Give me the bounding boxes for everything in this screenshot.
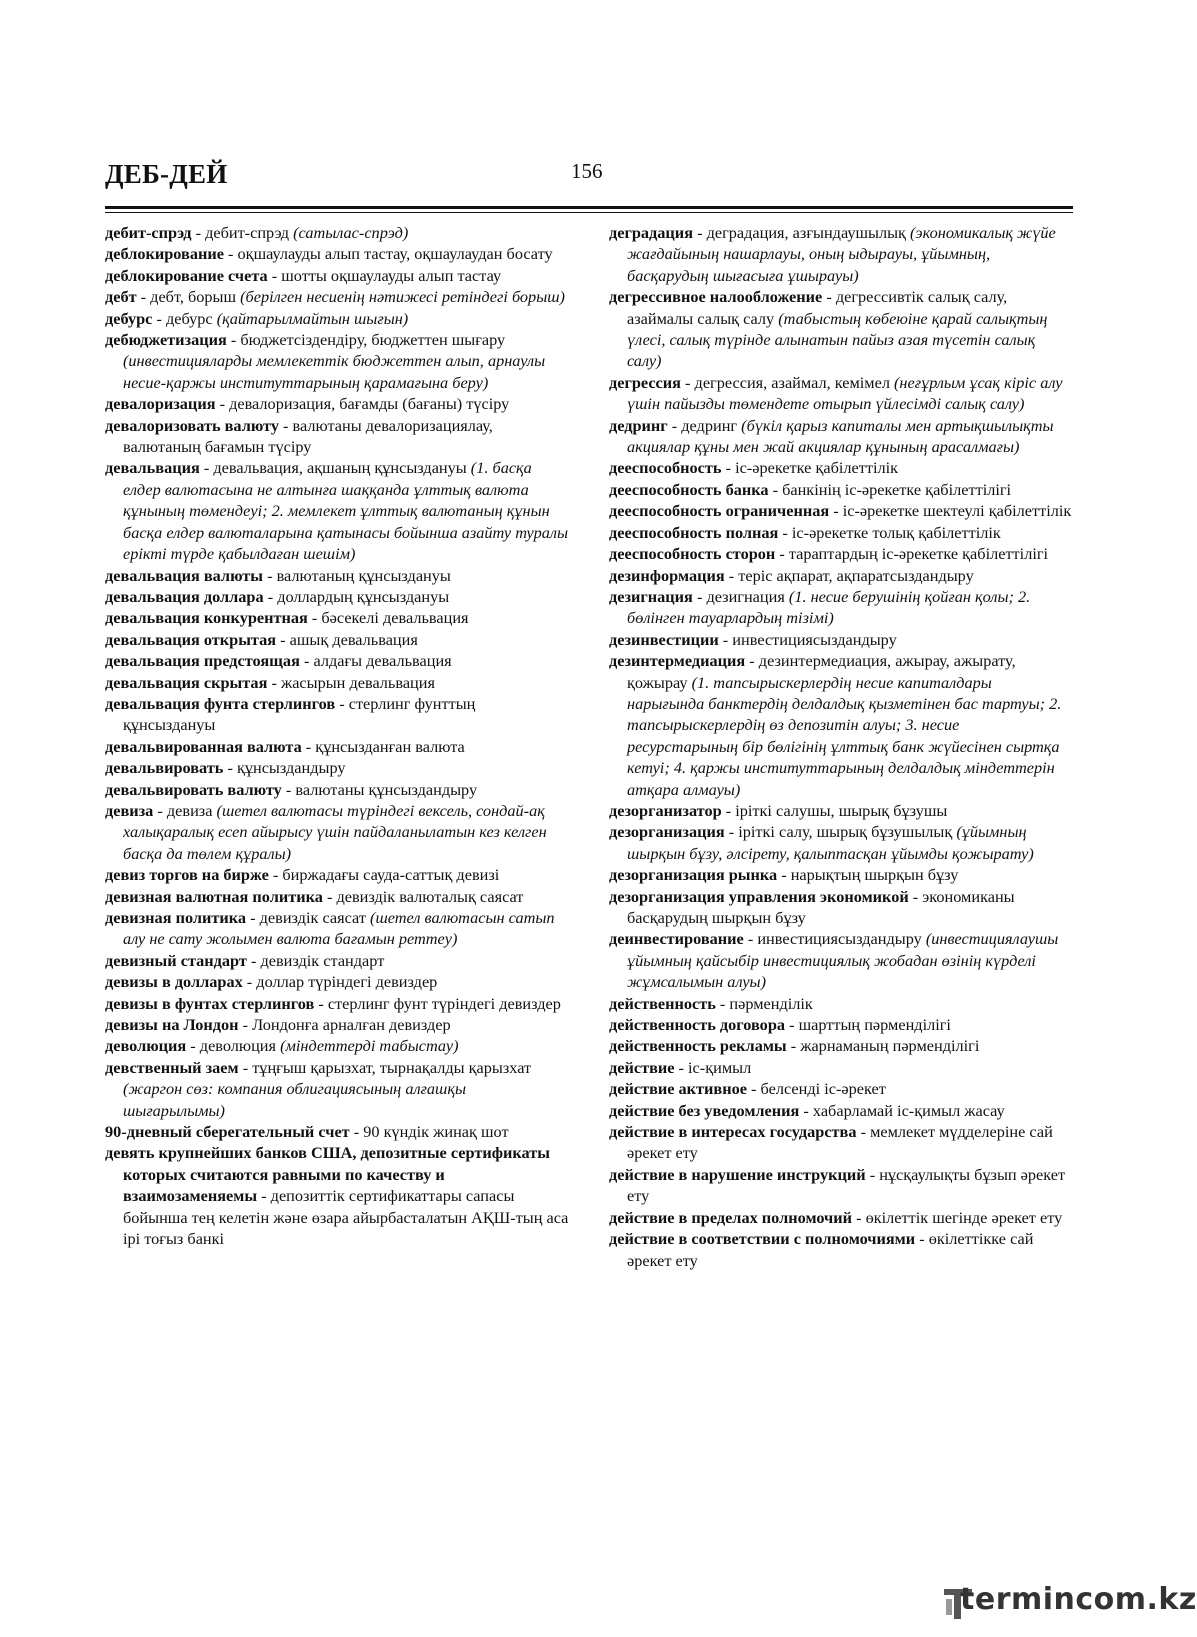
entry-separator: - <box>856 1122 871 1142</box>
entry-definition: өкілеттікке сай әрекет ету <box>627 1229 1034 1270</box>
entry-separator: - <box>745 651 759 671</box>
entry-term: действенность <box>609 993 716 1013</box>
dictionary-entry <box>105 1057 571 1121</box>
dictionary-entry <box>609 372 1073 415</box>
entry-definition: шарттың пәрменділігі <box>798 1015 951 1035</box>
entry-term: дедринг <box>609 415 668 435</box>
entry-separator: - <box>786 1036 801 1056</box>
entry-separator: - <box>223 758 237 778</box>
entry-definition: инвестициясыздандыру <box>757 929 926 949</box>
dictionary-entry <box>609 479 1073 500</box>
entry-separator: - <box>299 651 314 671</box>
entry-definition: тұңғыш қарызхат, тырнақалды қарызхат <box>252 1057 532 1077</box>
entry-separator: - <box>307 608 322 628</box>
entry-definition: доллар түріндегі девиздер <box>256 972 438 992</box>
dictionary-entry <box>609 864 1073 885</box>
entry-term: девственный заем <box>105 1057 239 1077</box>
entry-separator: - <box>768 479 783 499</box>
dictionary-entry <box>609 1014 1073 1035</box>
entry-term: дееспособность сторон <box>609 544 776 564</box>
entry-separator: - <box>215 394 230 414</box>
entry-definition: дебт, борыш <box>150 287 241 307</box>
entry-term: девальвация скрытая <box>105 672 268 692</box>
entry-term: девять крупнейших банков США, депозитные сертификаты которых считаются равными по качеству и взаимозаменяемы <box>105 1143 550 1206</box>
entry-definition: дебит-спрэд <box>205 223 294 242</box>
dictionary-entry <box>105 864 571 885</box>
entry-term: дееспособность банка <box>609 479 769 499</box>
dictionary-entry <box>609 500 1073 521</box>
entry-definition: девалоризация, бағамды (бағаны) түсіру <box>229 394 510 414</box>
dictionary-entry <box>609 629 1073 650</box>
entry-term: деблокирование счета <box>105 265 268 285</box>
entry-term: действенность договора <box>609 1015 786 1035</box>
dictionary-entry <box>609 650 1073 800</box>
entry-note: (неғұрлым ұсақ кіріс алу үшін пайызды төмендете отырып үйлесімді салық салу) <box>627 372 1063 414</box>
entry-note: (бүкіл қарыз капиталы мен артықшылықты акциялар құны мен жай акциялар құнының арасалмағы) <box>627 415 1054 457</box>
entry-term: действие <box>609 1057 675 1077</box>
entry-definition: дегрессивтік салық салу, азаймалы салық салу <box>627 287 1008 328</box>
running-head: ДЕБ-ДЕЙ <box>105 159 228 189</box>
entry-term: дезорганизация рынка <box>609 865 778 885</box>
dictionary-entry <box>609 928 1073 992</box>
right-column <box>609 222 1073 1271</box>
entry-separator: - <box>746 1079 761 1099</box>
entry-term: действие в соответствии с полномочиями <box>609 1229 916 1249</box>
dictionary-entry <box>609 1121 1073 1164</box>
logo-text: termincom.kz <box>960 1582 1197 1617</box>
entry-separator: - <box>267 672 281 692</box>
entry-separator: - <box>852 1207 866 1227</box>
entry-note: (1. тапсырыскерлердің несие капиталдары нарығында банктердің делдалдық қызметінен бас тартуы; 2. тапсырыскерлердің өз депозитін алуы; 3. несие ресурстарының бір бөлігінің ұлттық банк жүйесінен сыртқа кетуі; 4. қаржы институттарының делдалдық міндеттерін атқара алмауы) <box>627 672 1062 799</box>
entry-term: дееспособность ограниченная <box>609 501 830 521</box>
entry-separator: - <box>693 223 707 242</box>
entry-note: (инвестицияларды мемлекеттік бюджеттен алып, арнаулы несие-қаржы институттарының қарамағына беру) <box>123 351 546 392</box>
entry-term: действенность рекламы <box>609 1036 787 1056</box>
entry-term: девальвация доллара <box>105 586 264 606</box>
entry-definition: іріткі салу, шырық бұзушылық <box>738 822 957 842</box>
dictionary-entry <box>609 565 1073 586</box>
entry-definition: іс-әрекетке шектеулі қабілеттілік <box>842 501 1072 521</box>
entry-separator: - <box>238 1057 253 1077</box>
entry-definition: девальвация, ақшаның құнсыздануы <box>213 458 471 478</box>
entry-term: 90-дневный сберегательный счет <box>105 1122 350 1142</box>
entry-term: девизы в долларах <box>105 972 243 992</box>
dictionary-entry <box>105 457 571 564</box>
entry-term: дезигнация <box>609 586 693 606</box>
entry-definition: стерлинг фунт түріндегі девиздер <box>327 993 561 1013</box>
entry-note: (шетел валютасын сатып алу не сату жолымен валюта бағамын реттеу) <box>123 908 555 949</box>
entry-term: девальвированная валюта <box>105 736 302 756</box>
entry-term: девиза <box>105 800 154 820</box>
dictionary-entry <box>105 779 571 800</box>
entry-term: девальвировать валюту <box>105 779 282 799</box>
entry-separator: - <box>775 544 789 564</box>
entry-definition: жасырын девальвация <box>280 672 435 692</box>
entry-definition: іс-қимыл <box>688 1057 752 1077</box>
entry-definition: валютаны құнсыздандыру <box>295 779 478 799</box>
dictionary-entry <box>105 736 571 757</box>
entry-separator: - <box>257 1186 271 1206</box>
entry-note: (қайтарылмайтын шығын) <box>216 308 409 328</box>
entry-separator: - <box>829 501 843 521</box>
entry-definition: іс-әрекетке қабілеттілік <box>735 458 899 478</box>
entry-term: девальвировать <box>105 758 224 778</box>
entry-separator: - <box>153 800 167 820</box>
entry-term: деволюция <box>105 1036 187 1056</box>
dictionary-entry <box>105 672 571 693</box>
entry-separator: - <box>915 1229 929 1249</box>
dictionary-entry <box>105 886 571 907</box>
entry-definition: дезигнация <box>706 586 789 606</box>
entry-separator: - <box>199 458 214 478</box>
entry-definition: алдағы девальвация <box>313 651 452 671</box>
page-header <box>105 155 1073 203</box>
entry-separator: - <box>314 993 328 1013</box>
entry-separator: - <box>777 865 791 885</box>
dictionary-entry <box>609 800 1073 821</box>
entry-term: девизная политика <box>105 908 247 927</box>
entry-term: девальвация валюты <box>105 565 264 585</box>
entry-term: дебурс <box>105 308 153 328</box>
entry-separator: - <box>822 287 836 307</box>
entry-definition: дедринг <box>681 415 742 435</box>
entry-separator: - <box>191 223 206 242</box>
entry-definition: теріс ақпарат, ақпаратсыздандыру <box>738 565 974 585</box>
entry-note: (табыстың көбеюіне қарай салықтың үлесі, салық түрінде алынатын пайыз азая түсетін салық салу) <box>627 308 1048 371</box>
entry-term: дееспособность <box>609 458 722 478</box>
dictionary-entry <box>609 1228 1073 1271</box>
entry-note: (жаргон сөз: компания облигациясының алғашқы шығарылымы) <box>123 1079 466 1120</box>
entry-definition: шотты оқшаулауды алып тастау <box>281 265 502 285</box>
page-number: 156 <box>571 159 603 183</box>
entry-term: дегрессия <box>609 372 681 392</box>
entry-definition: валютаның құнсыздануы <box>276 565 451 585</box>
entry-definition: девиздік саясат <box>259 908 371 927</box>
dictionary-entry <box>609 543 1073 564</box>
entry-definition: нарықтың шырқын бұзу <box>790 865 959 885</box>
dictionary-entry <box>609 415 1073 458</box>
entry-separator: - <box>242 972 257 992</box>
dictionary-entry <box>609 821 1073 864</box>
entry-note: (1. басқа елдер валютасына не алтынға шаққанда ұлттық валюта құнының төмендеуі; 2. мемлекет ұлттық валютаның құнын басқа елдер валюталарына қатынасы бойынша азайту туралы ерікті түрде қабылдаған шешім) <box>123 458 568 564</box>
entry-separator: - <box>152 308 166 328</box>
entry-term: деинвестирование <box>609 929 744 949</box>
dictionary-entry <box>105 650 571 671</box>
entry-definition: банкінің іс-әрекетке қабілеттілігі <box>782 479 1012 499</box>
entry-separator: - <box>865 1164 880 1184</box>
dictionary-entry <box>609 586 1073 629</box>
dictionary-entry <box>105 971 571 992</box>
entry-term: действие без уведомления <box>609 1100 800 1120</box>
entry-definition: стерлинг фунттың құнсыздануы <box>123 693 476 735</box>
entry-term: девальвация предстоящая <box>105 651 300 671</box>
entry-separator: - <box>263 586 278 606</box>
dictionary-entry <box>105 607 571 628</box>
entry-definition: 90 күндік жинақ шот <box>363 1122 509 1142</box>
entry-term: дегрессивное налообложение <box>609 287 823 307</box>
entry-separator: - <box>724 822 739 842</box>
entry-separator: - <box>278 415 293 435</box>
entry-definition: мемлекет мүдделеріне сай әрекет ету <box>627 1122 1053 1163</box>
entry-term: действие активное <box>609 1079 747 1099</box>
entry-note: (экономикалық жүйе жағдайының нашарлауы, оның ыдырауы, ұйымның, басқарудың шығасыға ұшырауы) <box>627 223 1056 285</box>
entry-term: девальвация <box>105 458 200 478</box>
dictionary-entry <box>105 993 571 1014</box>
entry-term: дебт <box>105 287 137 307</box>
entry-definition: Лондонға арналған девиздер <box>252 1015 451 1035</box>
entry-term: дезинвестиции <box>609 629 719 649</box>
entry-term: девальвация конкурентная <box>105 608 308 628</box>
entry-term: девизный стандарт <box>105 950 247 970</box>
dictionary-entry <box>609 1035 1073 1056</box>
dictionary-entry <box>609 1207 1073 1228</box>
dictionary-entry <box>105 415 571 458</box>
dictionary-entry <box>609 1164 1073 1207</box>
entry-separator: - <box>692 586 707 606</box>
entry-definition: белсенді іс-әрекет <box>760 1079 886 1099</box>
entry-definition: инвестициясыздандыру <box>732 629 897 649</box>
entry-definition: дезинтермедиация, ажырау, ажырату, қожырау <box>627 651 1016 692</box>
entry-separator: - <box>226 330 241 350</box>
header-rule-thin <box>105 212 1073 213</box>
dictionary-entry <box>609 993 1073 1014</box>
entry-definition: іріткі салушы, шырық бұзушы <box>735 800 948 820</box>
entry-definition: өкілеттік шегінде әрекет ету <box>865 1207 1063 1227</box>
entry-definition: экономиканы басқарудың шырқын бұзу <box>627 886 1015 927</box>
entry-term: дезорганизация управления экономикой <box>609 886 909 906</box>
dictionary-entry <box>105 800 571 864</box>
dictionary-entry <box>105 586 571 607</box>
dictionary-entry <box>105 757 571 778</box>
entry-separator: - <box>785 1015 799 1035</box>
entry-separator: - <box>724 565 739 585</box>
entry-note: (ұйымның шырқын бұзу, әлсірету, қалыптасқан ұйымды қожырату) <box>627 822 1034 863</box>
entry-definition: хабарламай іс-қимыл жасау <box>812 1100 1005 1120</box>
entry-definition: тараптардың іс-әрекетке қабілеттілігі <box>788 544 1049 564</box>
entry-separator: - <box>743 929 758 949</box>
entry-separator: - <box>349 1122 364 1142</box>
entry-note: (1. несие берушінің қойған қолы; 2. бөлінген тауарлардың тізімі) <box>627 586 1031 628</box>
dictionary-entry <box>609 457 1073 478</box>
dictionary-entry <box>105 308 571 329</box>
entry-separator: - <box>674 1057 689 1077</box>
dictionary-entry <box>105 393 571 414</box>
entry-term: дееспособность полная <box>609 522 779 542</box>
entry-separator: - <box>680 372 695 392</box>
entry-separator: - <box>715 993 730 1013</box>
entry-definition: оқшаулауды алып тастау, оқшаулаудан босату <box>237 244 553 264</box>
entry-separator: - <box>281 779 296 799</box>
dictionary-entry <box>105 286 571 307</box>
entry-term: дезинтермедиация <box>609 651 746 671</box>
entry-separator: - <box>246 950 261 970</box>
entry-term: девалоризовать валюту <box>105 415 279 435</box>
entry-note: (міндеттерді табыстау) <box>280 1036 459 1056</box>
dictionary-entry <box>105 243 571 264</box>
entry-definition: іс-әрекетке толық қабілеттілік <box>791 522 1001 542</box>
entry-definition: құнсызданған валюта <box>315 736 465 756</box>
entry-separator: - <box>778 522 792 542</box>
dictionary-entry <box>609 222 1073 286</box>
entry-separator: - <box>301 736 316 756</box>
entry-term: девизная валютная политика <box>105 886 323 906</box>
entry-definition: дегрессия, азаймал, кемімел <box>694 372 895 392</box>
entry-separator: - <box>276 629 290 649</box>
dictionary-entry <box>105 329 571 393</box>
entry-term: деблокирование <box>105 244 224 264</box>
entry-term: дезорганизатор <box>609 800 722 820</box>
entry-definition: девиздік валюталық саясат <box>336 886 524 906</box>
entry-term: действие в пределах полномочий <box>609 1207 852 1227</box>
entry-separator: - <box>263 565 277 585</box>
entry-separator: - <box>908 886 923 906</box>
entry-term: дебюджетизация <box>105 330 227 350</box>
entry-separator: - <box>238 1015 253 1035</box>
entry-note: (шетел валютасы түріндегі вексель, сондай-ақ халықаралық есеп айырысу үшін пайдаланылатын кез келген басқа да төлем құралы) <box>123 800 547 863</box>
dictionary-entry <box>609 286 1073 372</box>
entry-separator: - <box>721 800 736 820</box>
entry-term: дезорганизация <box>609 822 725 842</box>
dictionary-entry <box>105 1142 571 1249</box>
entry-term: деградация <box>609 223 693 242</box>
entry-term: девальвация открытая <box>105 629 277 649</box>
dictionary-entry <box>105 1121 571 1142</box>
entry-separator: - <box>322 886 337 906</box>
dictionary-entry <box>609 522 1073 543</box>
entry-term: действие в нарушение инструкций <box>609 1164 866 1184</box>
entry-definition: депозиттік сертификаттары сапасы бойынша тең келетін және өзара айырбасталатын АҚШ-тың аса ірі тоғыз банкі <box>123 1186 569 1249</box>
dictionary-entry <box>609 886 1073 929</box>
entry-separator: - <box>246 908 260 927</box>
entry-separator: - <box>268 865 283 885</box>
entry-definition: бәсекелі девальвация <box>321 608 469 628</box>
entry-definition: жарнаманың пәрменділігі <box>800 1036 980 1056</box>
entry-definition: дебурс <box>165 308 217 328</box>
entry-definition: нұсқаулықты бұзып әрекет ету <box>627 1164 1066 1206</box>
header-rule-thick <box>105 206 1073 209</box>
entry-definition: пәрменділік <box>729 993 813 1013</box>
entry-separator: - <box>799 1100 813 1120</box>
entry-definition: валютаны девалоризациялау, валютаның бағамын түсіру <box>123 415 493 457</box>
entry-definition: құнсыздандыру <box>236 758 346 778</box>
entry-term: девалоризация <box>105 394 216 414</box>
entry-definition: доллардың құнсыздануы <box>277 586 450 606</box>
entry-separator: - <box>136 287 151 307</box>
dictionary-entry <box>105 950 571 971</box>
entry-separator: - <box>267 265 282 285</box>
entry-separator: - <box>335 693 349 713</box>
entry-definition: ашық девальвация <box>289 629 418 649</box>
entry-separator: - <box>718 629 733 649</box>
entry-note: (инвестициялаушы ұйымның қайсыбір инвестициялық жобадан өзінің күрделі жұмсалымын алуы) <box>627 929 1059 992</box>
dictionary-entry <box>105 1014 571 1035</box>
entry-separator: - <box>223 244 238 264</box>
dictionary-entry <box>105 629 571 650</box>
dictionary-entry <box>105 1035 571 1056</box>
dictionary-entry <box>609 1057 1073 1078</box>
dictionary-entry <box>105 265 571 286</box>
dictionary-entry <box>609 1078 1073 1099</box>
dictionary-entry <box>105 907 571 950</box>
entry-term: девизы в фунтах стерлингов <box>105 993 315 1013</box>
entry-definition: деволюция <box>199 1036 281 1056</box>
entry-term: девиз торгов на бирже <box>105 865 269 885</box>
dictionary-entry <box>609 1100 1073 1121</box>
termincom-logo <box>942 1582 1197 1624</box>
entry-separator: - <box>667 415 682 435</box>
entry-term: девизы на Лондон <box>105 1015 239 1035</box>
entry-term: действие в интересах государства <box>609 1122 857 1142</box>
dictionary-entry <box>105 222 571 243</box>
entry-term: дезинформация <box>609 565 725 585</box>
entry-separator: - <box>186 1036 200 1056</box>
entry-definition: деградация, азғындаушылық <box>706 223 911 242</box>
left-column <box>105 222 571 1250</box>
entry-definition: бюджетсіздендіру, бюджеттен шығару <box>240 330 506 350</box>
entry-definition: девиза <box>166 800 217 820</box>
entry-term: девальвация фунта стерлингов <box>105 693 336 713</box>
dictionary-entry <box>105 693 571 736</box>
entry-term: дебит-спрэд <box>105 223 192 242</box>
dictionary-entry <box>105 565 571 586</box>
entry-note: (сатылас-спрэд) <box>293 223 409 242</box>
entry-definition: девиздік стандарт <box>260 950 385 970</box>
entry-definition: биржадағы сауда-саттық девизі <box>282 865 500 885</box>
entry-separator: - <box>721 458 736 478</box>
entry-note: (берілген несиенің нәтижесі ретіндегі борыш) <box>240 287 565 307</box>
